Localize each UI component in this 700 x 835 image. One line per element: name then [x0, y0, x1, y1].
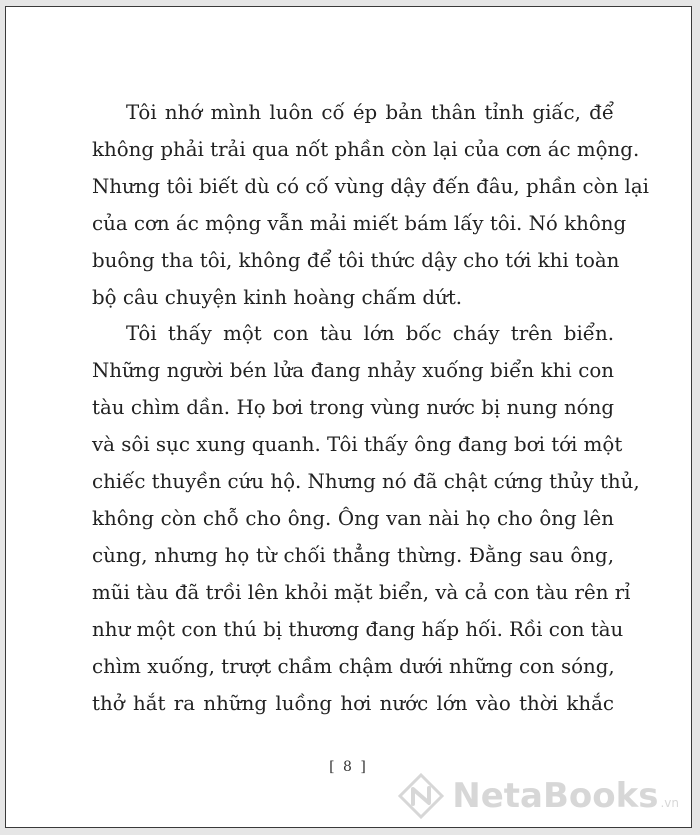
text-line: Tôi thấy một con tàu lớn bốc cháy trên biển.	[126, 322, 614, 346]
watermark	[398, 773, 679, 819]
text-line: cùng, nhưng họ từ chối thẳng thừng. Đằng sau ông,	[92, 543, 614, 567]
text-line: bộ câu chuyện kinh hoàng chấm dứt.	[92, 285, 463, 309]
text-line: Những người bén lửa đang nhảy xuống biển khi con	[92, 359, 614, 383]
text-line: không còn chỗ cho ông. Ông van nài họ cho ông lên	[92, 506, 614, 530]
watermark-brand: NetaBooks	[452, 776, 659, 816]
netabooks-logo-icon	[398, 773, 444, 819]
text-line: thở hắt ra những luồng hơi nước lớn vào thời khắc	[92, 691, 614, 715]
paragraph-2	[92, 316, 640, 722]
body-text	[92, 95, 649, 722]
text-line: tàu chìm dần. Họ bơi trong vùng nước bị nung nóng	[92, 396, 614, 420]
text-line: như một con thú bị thương đang hấp hối. Rồi con tàu	[92, 617, 624, 641]
text-line: Nhưng tôi biết dù có cố vùng dậy đến đâu, phần còn lại	[92, 174, 649, 198]
text-line: không phải trải qua nốt phần còn lại của cơn ác mộng.	[92, 137, 640, 161]
paragraph-1	[92, 95, 649, 316]
text-line: chiếc thuyền cứu hộ. Nhưng nó đã chật cứng thủy thủ,	[92, 470, 640, 494]
text-line: chìm xuống, trượt chầm chậm dưới những con sóng,	[92, 654, 615, 678]
text-line: và sôi sục xung quanh. Tôi thấy ông đang bơi tới một	[92, 433, 623, 457]
text-line: của cơn ác mộng vẫn mải miết bám lấy tôi. Nó không	[92, 211, 627, 235]
page-number: [ 8 ]	[329, 759, 368, 775]
text-line: buông tha tôi, không để tôi thức dậy cho tới khi toàn	[92, 248, 620, 272]
text-line: mũi tàu đã trồi lên khỏi mặt biển, và cả con tàu rên rỉ	[92, 580, 631, 604]
text-line: Tôi nhớ mình luôn cố ép bản thân tỉnh giấc, để	[126, 101, 614, 124]
book-page	[5, 6, 692, 828]
watermark-suffix: .vn	[660, 796, 679, 810]
